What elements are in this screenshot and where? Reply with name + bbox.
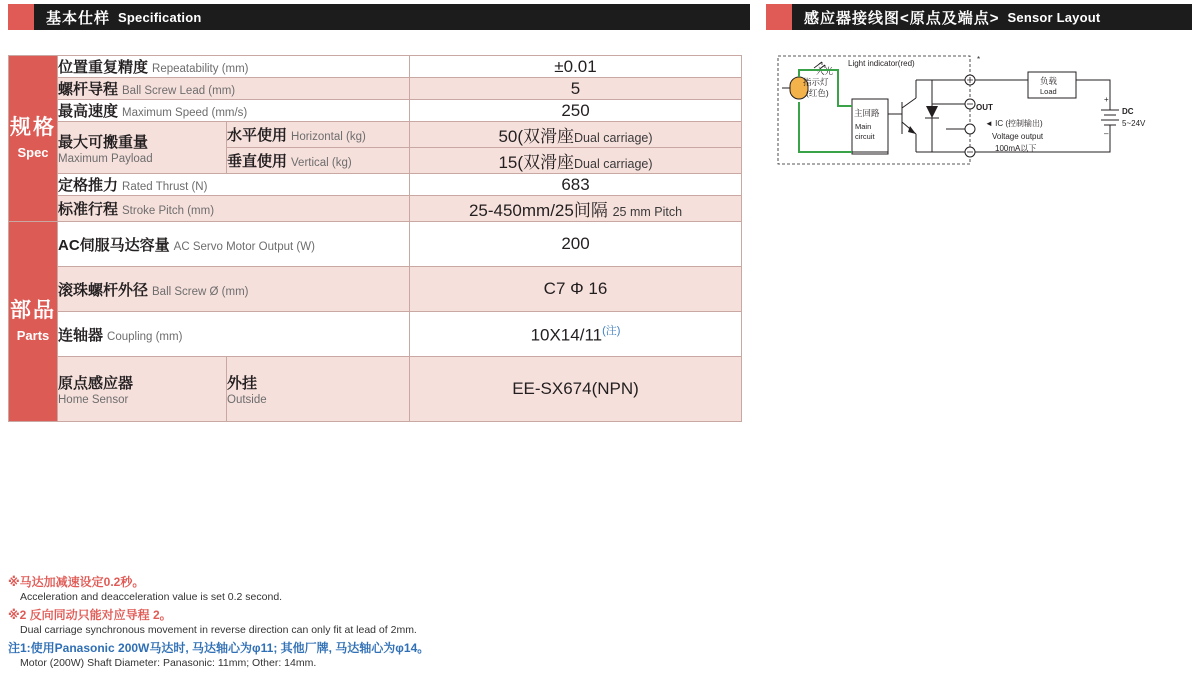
spec-header-bar xyxy=(34,4,750,30)
sublabel-en: Vertical (kg) xyxy=(291,157,352,169)
row-label-stroke-pitch xyxy=(58,196,410,222)
svg-text:Load: Load xyxy=(1040,87,1057,96)
label-en: AC Servo Motor Output (W) xyxy=(173,240,315,253)
label-cn: 最高速度 xyxy=(58,103,119,120)
row-value-rated-thrust: 683 xyxy=(410,174,742,196)
row-value-servo-motor-output: 200 xyxy=(410,222,742,267)
table-row xyxy=(9,267,742,312)
label-cn: 定格推力 xyxy=(58,177,119,194)
sublabel-cn: 垂直使用 xyxy=(227,153,288,170)
row-sublabel-outside xyxy=(227,357,410,422)
sensor-wiring-diagram xyxy=(770,44,1190,189)
group-label-parts-en: Parts xyxy=(16,328,50,344)
group-label-spec xyxy=(9,56,58,222)
sublabel-cn: 水平使用 xyxy=(227,127,288,144)
label-en: Stroke Pitch (mm) xyxy=(122,205,215,217)
row-value-max-speed: 250 xyxy=(410,100,742,122)
table-row xyxy=(9,122,742,148)
svg-text:Voltage output: Voltage output xyxy=(992,132,1044,141)
svg-text:(红色): (红色) xyxy=(806,88,829,98)
table-row xyxy=(9,222,742,267)
row-value-vertical-payload xyxy=(410,148,742,174)
table-row xyxy=(9,174,742,196)
svg-text:5~24V: 5~24V xyxy=(1122,119,1146,128)
svg-text:–: – xyxy=(1104,129,1109,138)
label-en: Ball Screw Lead (mm) xyxy=(122,85,236,97)
footnotes xyxy=(8,573,748,672)
row-label-rated-thrust xyxy=(58,174,410,196)
label-cn: 滚珠螺杆外径 xyxy=(58,281,149,299)
sensor-header-bar xyxy=(792,4,1192,30)
note-item xyxy=(8,573,748,603)
note-en: Dual carriage synchronous movement in reverse direction can only fit at lead of 2mm. xyxy=(20,624,417,636)
note-cn: 注1:使用Panasonic 200W马达时, 马达轴心为φ11; 其他厂牌, 马达轴心为φ14。 xyxy=(8,641,430,655)
sensor-header-swatch xyxy=(766,4,792,30)
label-cn: 原点感应器 xyxy=(58,375,134,392)
row-value-stroke-pitch xyxy=(410,196,742,222)
row-label-max-speed xyxy=(58,100,410,122)
note-cn: ※马达加减速设定0.2秒。 xyxy=(8,575,145,589)
note-item xyxy=(8,606,748,636)
row-label-servo-motor-output xyxy=(58,222,410,267)
svg-text:*: * xyxy=(977,55,981,64)
label-en: Maximum Speed (mm/s) xyxy=(122,107,248,119)
svg-text:指示灯: 指示灯 xyxy=(803,77,829,87)
value-main: 25-450mm/25间隔 xyxy=(468,201,608,220)
note-en: Motor (200W) Shaft Diameter: Panasonic: 11mm; Other: 14mm. xyxy=(20,657,317,669)
spec-section-header xyxy=(8,4,750,30)
svg-text:DC: DC xyxy=(1122,107,1134,116)
value-main: 15(双滑座 xyxy=(498,153,575,172)
row-value-home-sensor: EE-SX674(NPN) xyxy=(410,357,742,422)
group-label-parts xyxy=(9,222,58,422)
note-cn: ※2 反向同动只能对应导程 2。 xyxy=(8,608,172,622)
row-label-home-sensor xyxy=(58,357,227,422)
value-main: 10X14/11 xyxy=(530,325,603,345)
svg-text:负载: 负载 xyxy=(1040,76,1058,86)
label-cn: 位置重复精度 xyxy=(58,59,149,76)
group-label-spec-cn: 规格 xyxy=(10,115,56,139)
label-en: Ball Screw Ø (mm) xyxy=(152,285,249,298)
label-cn: 连轴器 xyxy=(58,326,104,344)
value-main: 50(双滑座 xyxy=(498,127,575,146)
value-footnote-marker: (注) xyxy=(602,325,621,338)
svg-text:主回路: 主回路 xyxy=(854,108,880,118)
value-small: 25 mm Pitch xyxy=(612,205,683,219)
label-en: Maximum Payload xyxy=(58,152,153,165)
svg-text:+: + xyxy=(1104,95,1109,104)
note-item xyxy=(8,639,748,669)
row-value-coupling xyxy=(410,312,742,357)
row-value-ball-screw-diameter: C7 Φ 16 xyxy=(410,267,742,312)
transistor-symbol xyxy=(888,80,916,152)
table-row xyxy=(9,357,742,422)
specification-table xyxy=(8,55,742,422)
row-label-ball-screw-diameter xyxy=(58,267,410,312)
label-en: Coupling (mm) xyxy=(107,330,183,343)
svg-text:Light indicator(red): Light indicator(red) xyxy=(848,59,915,68)
label-cn: 标准行程 xyxy=(58,201,119,218)
spec-header-swatch xyxy=(8,4,34,30)
label-cn: AC伺服马达容量 xyxy=(58,236,170,254)
row-sublabel-horizontal xyxy=(227,122,410,148)
row-value-ball-screw-lead: 5 xyxy=(410,78,742,100)
svg-text:OUT: OUT xyxy=(976,103,993,112)
sublabel-cn: 外挂 xyxy=(227,375,258,392)
zener-diode-symbol xyxy=(925,80,939,152)
label-en: Rated Thrust (N) xyxy=(122,181,208,193)
label-en: Home Sensor xyxy=(58,394,129,406)
sublabel-en: Horizontal (kg) xyxy=(291,131,366,143)
table-row xyxy=(9,100,742,122)
svg-text:◄ IC (控制输出): ◄ IC (控制输出) xyxy=(985,119,1043,128)
sensor-header-title-cn: 感应器接线图<原点及端点> xyxy=(804,9,1000,27)
table-row xyxy=(9,56,742,78)
row-sublabel-vertical xyxy=(227,148,410,174)
label-en: Repeatability (mm) xyxy=(152,63,249,75)
sensor-section-header xyxy=(766,4,1192,30)
label-cn: 螺杆导程 xyxy=(58,81,119,98)
svg-text:Main: Main xyxy=(855,122,872,131)
group-label-parts-cn: 部品 xyxy=(10,298,56,322)
label-cn: 最大可搬重量 xyxy=(58,133,149,151)
row-label-repeatability xyxy=(58,56,410,78)
row-value-repeatability: ±0.01 xyxy=(410,56,742,78)
spec-header-title-cn: 基本仕样 xyxy=(46,9,111,27)
row-label-coupling xyxy=(58,312,410,357)
table-row xyxy=(9,196,742,222)
svg-text:100mA以下: 100mA以下 xyxy=(995,144,1037,153)
sensor-header-title-en: Sensor Layout xyxy=(1007,9,1101,25)
row-label-max-payload xyxy=(58,122,227,174)
spec-header-title-en: Specification xyxy=(118,9,202,25)
sublabel-en: Outside xyxy=(227,394,267,406)
note-en: Acceleration and deacceleration value is set 0.2 second. xyxy=(20,591,283,603)
table-row xyxy=(9,312,742,357)
svg-text:入光: 入光 xyxy=(816,66,834,76)
value-small: Dual carriage) xyxy=(574,131,653,145)
row-value-horizontal-payload xyxy=(410,122,742,148)
table-row xyxy=(9,78,742,100)
svg-text:circuit: circuit xyxy=(855,132,875,141)
row-label-ball-screw-lead xyxy=(58,78,410,100)
value-small: Dual carriage) xyxy=(574,157,653,171)
group-label-spec-en: Spec xyxy=(17,145,49,161)
